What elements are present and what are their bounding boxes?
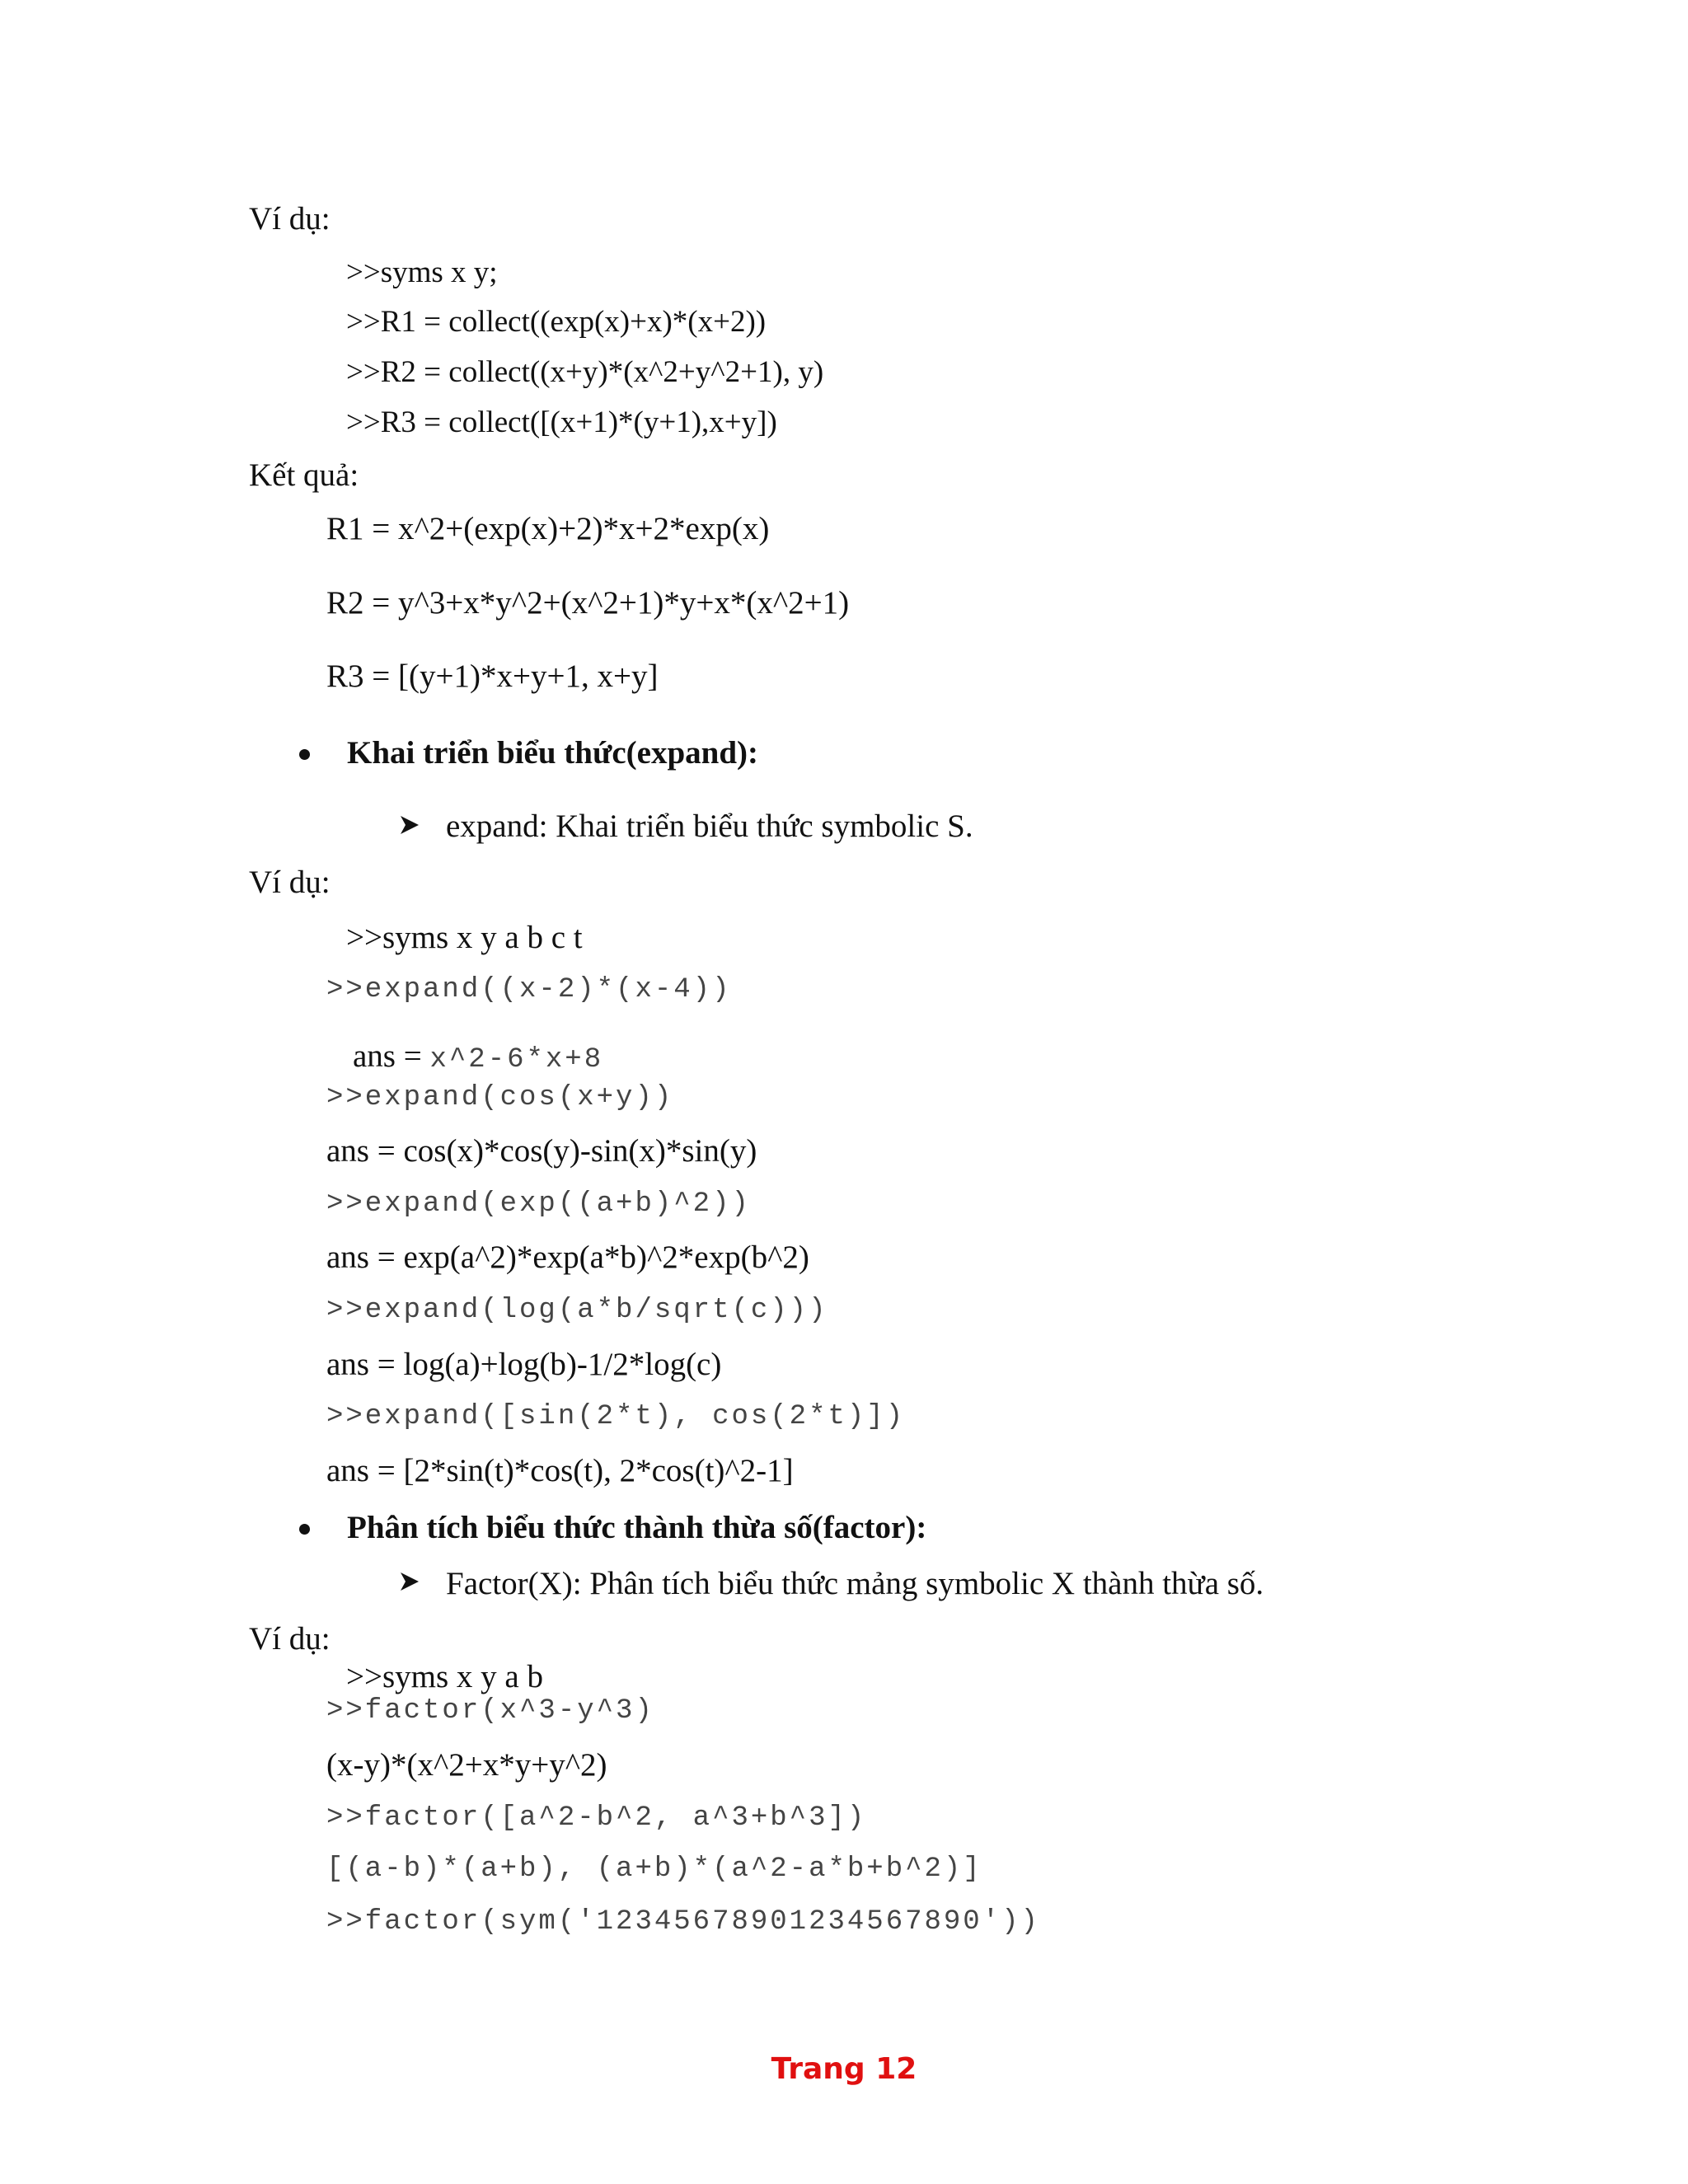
code-line: >>R1 = collect((exp(x)+x)*(x+2)) [346, 305, 767, 339]
code-line: >>expand(exp((a+b)^2)) [326, 1188, 751, 1220]
bullet-icon [299, 1524, 310, 1535]
answer-prefix: ans = [353, 1038, 430, 1074]
result-line: R2 = y^3+x*y^2+(x^2+1)*y+x*(x^2+1) [326, 585, 850, 621]
result-label: Kết quả: [249, 457, 359, 493]
code-line: >>factor(sym('12345678901234567890')) [326, 1906, 1040, 1938]
answer-line: ans = log(a)+log(b)-1/2*log(c) [326, 1347, 722, 1382]
answer-value: x^2-6*x+8 [429, 1044, 604, 1076]
code-line: >>expand((x-2)*(x-4)) [326, 974, 732, 1005]
code-line: >>expand(log(a*b/sqrt(c))) [326, 1295, 828, 1326]
result-line: R1 = x^2+(exp(x)+2)*x+2*exp(x) [326, 511, 770, 546]
result-line: R3 = [(y+1)*x+y+1, x+y] [326, 658, 659, 694]
answer-line [346, 1027, 603, 1074]
definition-text: expand: Khai triển biểu thức symbolic S. [446, 808, 973, 844]
answer-line: ans = [2*sin(t)*cos(t), 2*cos(t)^2-1] [326, 1453, 794, 1488]
code-line: >>factor(x^3-y^3) [326, 1695, 654, 1727]
section-heading: Khai triển biểu thức(expand): [347, 735, 759, 771]
example-label: Ví dụ: [249, 865, 331, 900]
code-line: >>syms x y a b c t [346, 920, 583, 955]
code-line: >>expand(cos(x+y)) [326, 1082, 674, 1113]
definition-text: Factor(X): Phân tích biểu thức mảng symbolic X thành thừa số. [446, 1566, 1264, 1601]
result-line: (x-y)*(x^2+x*y+y^2) [326, 1747, 607, 1783]
arrow-bullet-icon [399, 1571, 420, 1592]
code-line: >>expand([sin(2*t), cos(2*t)]) [326, 1401, 906, 1432]
arrow-bullet-icon [399, 814, 420, 836]
example-label: Ví dụ: [249, 201, 331, 237]
section-heading: Phân tích biểu thức thành thừa số(factor): [347, 1510, 927, 1545]
code-line: >>syms x y; [346, 255, 498, 289]
code-line: >>syms x y a b [346, 1659, 543, 1694]
code-line: >>R3 = collect([(x+1)*(y+1),x+y]) [346, 405, 777, 439]
bullet-icon [299, 749, 310, 760]
result-line: [(a-b)*(a+b), (a+b)*(a^2-a*b+b^2)] [326, 1854, 982, 1885]
code-line: >>factor([a^2-b^2, a^3+b^3]) [326, 1802, 867, 1834]
answer-line: ans = cos(x)*cos(y)-sin(x)*sin(y) [326, 1133, 757, 1169]
example-label: Ví dụ: [249, 1621, 331, 1657]
page-number: Trang 12 [771, 2052, 917, 2086]
answer-line: ans = exp(a^2)*exp(a*b)^2*exp(b^2) [326, 1240, 809, 1275]
code-line: >>R2 = collect((x+y)*(x^2+y^2+1), y) [346, 355, 824, 389]
